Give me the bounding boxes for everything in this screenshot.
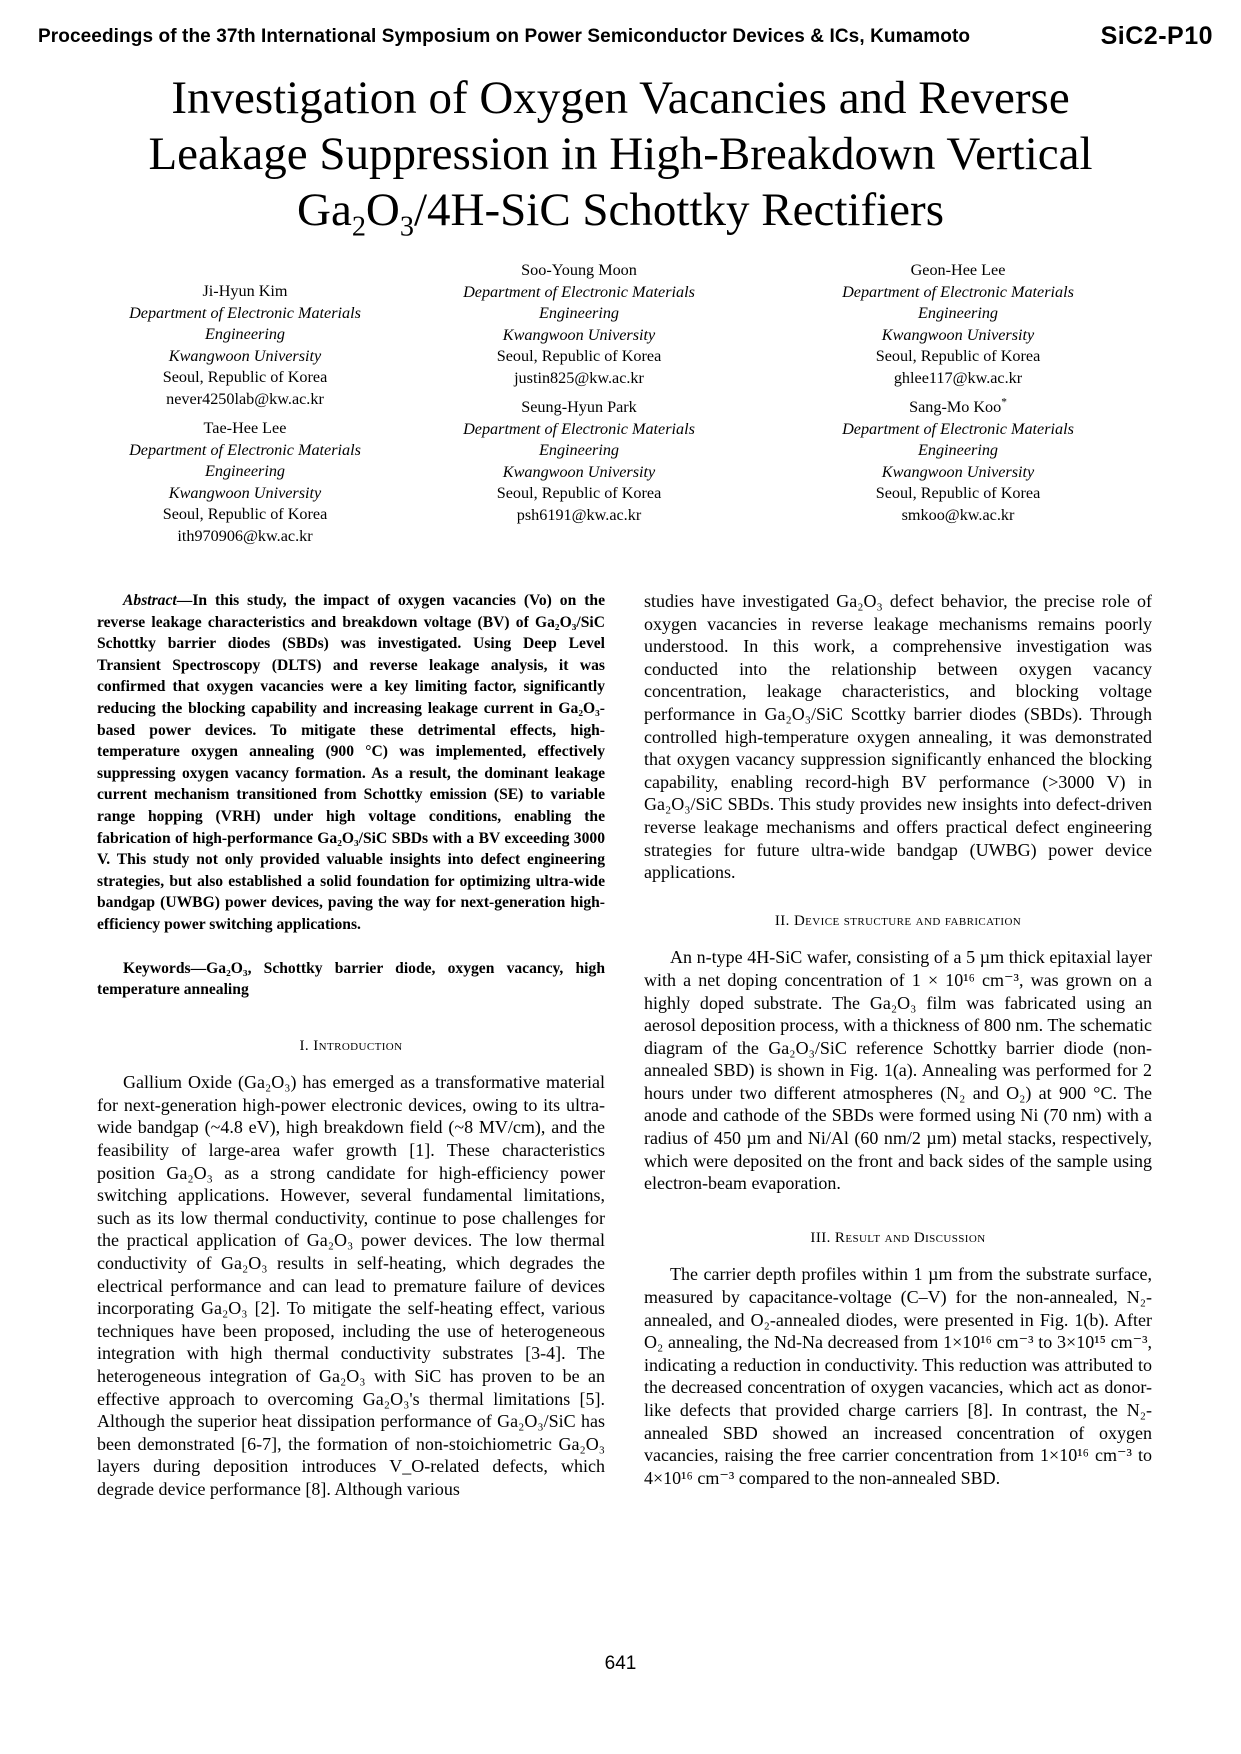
author-block — [95, 261, 1145, 571]
author-column-3 — [808, 260, 1108, 534]
author-email: never4250lab@kw.ac.kr — [166, 389, 324, 408]
paper-title — [60, 70, 1181, 243]
introduction-continued-text: studies have investigated Ga₂O₃ defect behavior, the precise role of oxygen vacancies in reverse leakage mechanisms remains poorly understood. In this work, a comprehensive investigation was conducted into the relationship between oxygen vacancy concentration, leakage characteristics, and blocking voltage performance in Ga₂O₃/SiC Scottky barrier diodes (SBDs). Through controlled high-temperature oxygen annealing, it was demonstrated that oxygen vacancy suppression significantly enhanced the blocking capability, enabling record-high BV performance (>3000 V) in Ga₂O₃/SiC SBDs. This study provides new insights into defect-driven reverse leakage mechanisms and offers practical defect engineering strategies for future ultra-wide bandgap (UWBG) power device applications. — [644, 591, 1152, 883]
paper-id: SiC2-P10 — [1100, 22, 1213, 50]
author-name: Tae-Hee Lee — [203, 419, 287, 437]
author-email: ghlee117@kw.ac.kr — [893, 368, 1023, 387]
author-name: Soo-Young Moon — [521, 261, 637, 279]
author-email: smkoo@kw.ac.kr — [901, 505, 1015, 524]
running-header — [38, 22, 1213, 50]
author-sang-mo-koo: Sang-Mo Koo* Department of Electronic Materials Engineering Kwangwoon University Seoul, Republic of Korea smkoo@kw.ac.kr — [808, 397, 1108, 526]
title-line-1: Investigation of Oxygen Vacancies and Reverse — [171, 72, 1070, 124]
left-column — [97, 590, 605, 1501]
author-email: ith970906@kw.ac.kr — [177, 526, 313, 545]
author-name: Ji-Hyun Kim — [202, 282, 288, 300]
title-line-3: $Ga_2O_3/4H$-SiC Schottky Rectifiers — [297, 184, 944, 243]
device-structure-text: An n-type 4H-SiC wafer, consisting of a 5 µm thick epitaxial layer with a net doping concentration of 1 × 10¹⁶ cm⁻³, was grown on a highly doped substrate. The Ga₂O₃ film was fabricated using an aerosol deposition process, with a thickness of 800 nm. The schematic diagram of the Ga₂O₃/SiC reference Schottky barrier diode (non-annealed SBD) is shown in Fig. 1(a). Annealing was performed for 2 hours under two different atmospheres (N₂ and O₂) at 900 °C. The anode and cathode of the SBDs were formed using Ni (70 nm) with a radius of 450 µm and Ni/Al (60 nm/2 µm) metal stacks, respectively, which were deposited on the front and back sides of the sample using electron-beam evaporation. — [644, 947, 1152, 1194]
author-tae-hee-lee: Tae-Hee Lee Department of Electronic Materials Engineering Kwangwoon University Seoul, Republic of Korea ith970906@kw.ac.kr — [95, 418, 395, 547]
author-column-1 — [95, 281, 395, 555]
proceedings-header: Proceedings of the 37th International Symposium on Power Semiconductor Devices & ICs, Kumamoto — [38, 26, 971, 47]
corresponding-mark: * — [1001, 396, 1007, 409]
results-text: The carrier depth profiles within 1 µm from the substrate surface, measured by capacitance-voltage (C–V) for the non-annealed, N₂-annealed, and O₂-annealed diodes, were presented in Fig. 1(b). After O₂ annealing, the Nd-Na decreased from 1×10¹⁶ cm⁻³ to 3×10¹⁵ cm⁻³, indicating a reduction in conductivity. This reduction was attributed to the decreased concentration of oxygen vacancies, which act as donor-like defects that provided charge carriers [8]. In contrast, the N₂-annealed SBD showed an increased concentration of oxygen vacancies, raising the free carrier concentration from 1×10¹⁶ cm⁻³ to 4×10¹⁶ cm⁻³ compared to the non-annealed SBD. — [644, 1264, 1152, 1488]
author-seung-hyun-park: Seung-Hyun Park Department of Electronic Materials Engineering Kwangwoon University Seoul, Republic of Korea psh6191@kw.ac.kr — [429, 397, 729, 526]
abstract: Abstract—In this study, the impact of oxygen vacancies (Vo) on the reverse leakage characteristics and breakdown voltage (BV) of Ga₂O₃/SiC Schottky barrier diodes (SBDs) was investigated. Using Deep Level Transient Spectroscopy (DLTS) and reverse leakage analysis, it was confirmed that oxygen vacancies were a key limiting factor, significantly reducing the blocking capability and increasing leakage current in Ga₂O₃-based power devices. To mitigate these detrimental effects, high-temperature oxygen annealing (900 °C) was implemented, effectively suppressing oxygen vacancy formation. As a result, the dominant leakage current mechanism transitioned from Schottky emission (SE) to variable range hopping (VRH) under high voltage conditions, enabling the fabrication of high-performance Ga₂O₃/SiC SBDs with a BV exceeding 3000 V. This study not only provided valuable insights into defect engineering strategies, but also established a solid foundation for optimizing ultra-wide bandgap (UWBG) power devices, paving the way for next-generation high-efficiency power switching applications. — [97, 592, 605, 933]
author-ji-hyun-kim: Ji-Hyun Kim Department of Electronic Materials Engineering Kwangwoon University Seoul, Republic of Korea never4250lab@kw.ac.kr — [95, 281, 395, 410]
author-name: Seung-Hyun Park — [521, 398, 637, 416]
section-heading-introduction: I. Introduction — [299, 1037, 403, 1054]
right-column — [644, 590, 1152, 1489]
author-name: Sang-Mo Koo* — [909, 396, 1007, 416]
author-geon-hee-lee: Geon-Hee Lee Department of Electronic Materials Engineering Kwangwoon University Seoul, Republic of Korea ghlee117@kw.ac.kr — [808, 260, 1108, 389]
introduction-text: Gallium Oxide (Ga₂O₃) has emerged as a transformative material for next-generation high-power electronic devices, owing to its ultra-wide bandgap (~4.8 eV), high breakdown field (~8 MV/cm), and the feasibility of large-area wafer growth [1]. These characteristics position Ga₂O₃ as a strong candidate for high-efficiency power switching applications. However, several fundamental limitations, such as its low thermal conductivity, continue to pose challenges for the practical application of Ga₂O₃ power devices. The low thermal conductivity of Ga₂O₃ results in self-heating, which degrades the electrical performance and can lead to premature failure of devices incorporating Ga₂O₃ [2]. To mitigate the self-heating effect, various techniques have been proposed, including the use of heterogeneous integration with high thermal conductivity substrates [3-4]. The heterogeneous integration of Ga₂O₃ with SiC has proven to be an effective approach to overcoming Ga₂O₃'s thermal limitations [5]. Although the superior heat dissipation performance of Ga₂O₃/SiC has been demonstrated [6-7], the formation of non-stoichiometric Ga₂O₃ layers during deposition introduces V_O-related defects, which degrade device performance [8]. Although various — [97, 1072, 605, 1499]
author-soo-young-moon: Soo-Young Moon Department of Electronic Materials Engineering Kwangwoon University Seoul, Republic of Korea justin825@kw.ac.kr — [429, 260, 729, 389]
author-column-2 — [429, 260, 729, 534]
author-email: justin825@kw.ac.kr — [514, 368, 644, 387]
page-number: 641 — [604, 1653, 637, 1674]
section-heading-results: III. Result and Discussion — [810, 1229, 986, 1246]
author-name: Geon-Hee Lee — [910, 261, 1006, 279]
author-email: psh6191@kw.ac.kr — [516, 505, 642, 524]
section-heading-device-structure: II. Device structure and fabrication — [774, 912, 1022, 929]
title-line-2: Leakage Suppression in High-Breakdown Vertical — [148, 128, 1093, 180]
keywords: Keywords—Ga₂O₃, Schottky barrier diode, oxygen vacancy, high temperature annealing — [97, 959, 605, 999]
